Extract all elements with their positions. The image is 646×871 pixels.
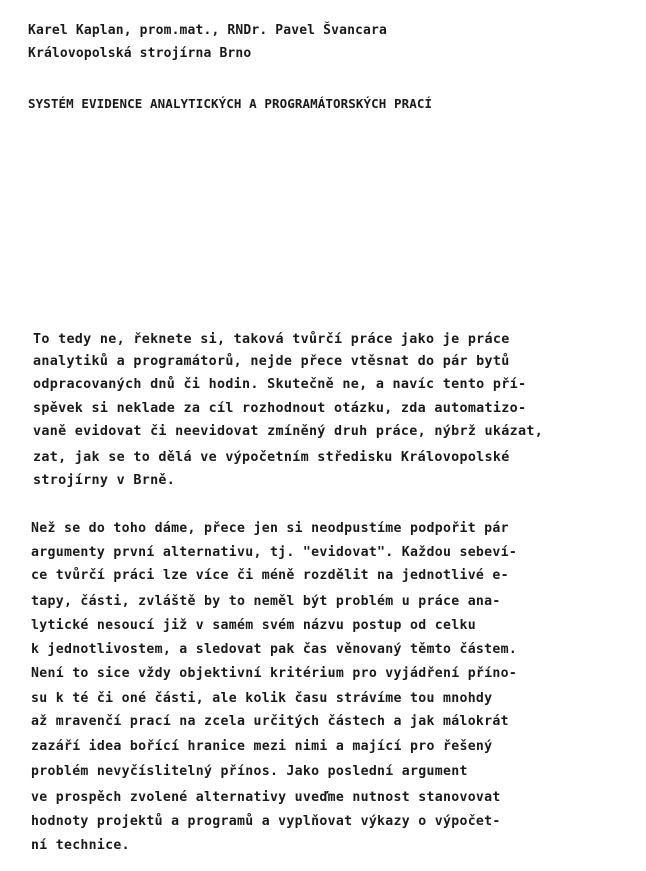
- paragraph-2-line: k jednotlivostem, a sledovat pak čas věnovaný těmto částem.: [31, 642, 518, 657]
- paragraph-2-line: Než se do toho dáme, přece jen si neodpustíme podpořit pár: [31, 521, 509, 536]
- paragraph-2-line: ve prospěch zvolené alternativy uveďme nutnost stanovovat: [31, 790, 501, 805]
- paragraph-2-line: až mravenčí prací na zcela určitých částech a jak málokrát: [31, 714, 509, 729]
- paragraph-1-line: zat, jak se to dělá ve výpočetním středisku Královopolské: [33, 450, 510, 465]
- paragraph-2-line: problém nevyčíslitelný přínos. Jako poslední argument: [31, 764, 468, 779]
- paragraph-2-line: lytické nesoucí již v samém svém názvu postup od celku: [31, 618, 476, 633]
- paragraph-2-line: su k té či oné části, ale kolik času strávíme tou mnohdy: [31, 691, 493, 706]
- paragraph-2-line: ní technice.: [31, 838, 130, 853]
- paragraph-1-line: analytiků a programátorů, nejde přece vtěsnat do pár bytů: [33, 354, 510, 369]
- paragraph-2-line: Není to sice vždy objektivní kritérium pro vyjádření příno-: [31, 666, 518, 681]
- paragraph-2-line: hodnoty projektů a programů a vyplňovat výkazy o výpočet-: [31, 814, 501, 829]
- author-line: Karel Kaplan, prom.mat., RNDr. Pavel Švancara: [28, 23, 387, 38]
- paragraph-2-line: tapy, části, zvláště by to neměl být problém u práce ana-: [31, 594, 501, 609]
- paragraph-2-line: zazáří idea bořící hranice mezi nimi a mající pro řešený: [31, 739, 493, 754]
- paragraph-2-line: ce tvůrčí práci lze více či méně rozdělit na jednotlivé e-: [31, 568, 509, 583]
- paragraph-1-line: odpracovaných dnů či hodin. Skutečně ne, a navíc tento pří-: [33, 377, 527, 392]
- paragraph-2-line: argumenty první alternativu, tj. "evidovat". Každou sebeví-: [31, 545, 518, 560]
- paragraph-1-line: strojírny v Brně.: [33, 473, 176, 488]
- paragraph-1-line: spěvek si neklade za cíl rozhodnout otázku, zda automatizo-: [33, 401, 527, 416]
- document-title: SYSTÉM EVIDENCE ANALYTICKÝCH A PROGRAMÁTORSKÝCH PRACÍ: [28, 96, 433, 111]
- paragraph-1-line: vaně evidovat či neevidovat zmíněný druh práce, nýbrž ukázat,: [33, 424, 544, 439]
- paragraph-1-line: To tedy ne, řeknete si, taková tvůrčí práce jako je práce: [33, 332, 510, 347]
- institution-line: Královopolská strojírna Brno: [28, 46, 252, 61]
